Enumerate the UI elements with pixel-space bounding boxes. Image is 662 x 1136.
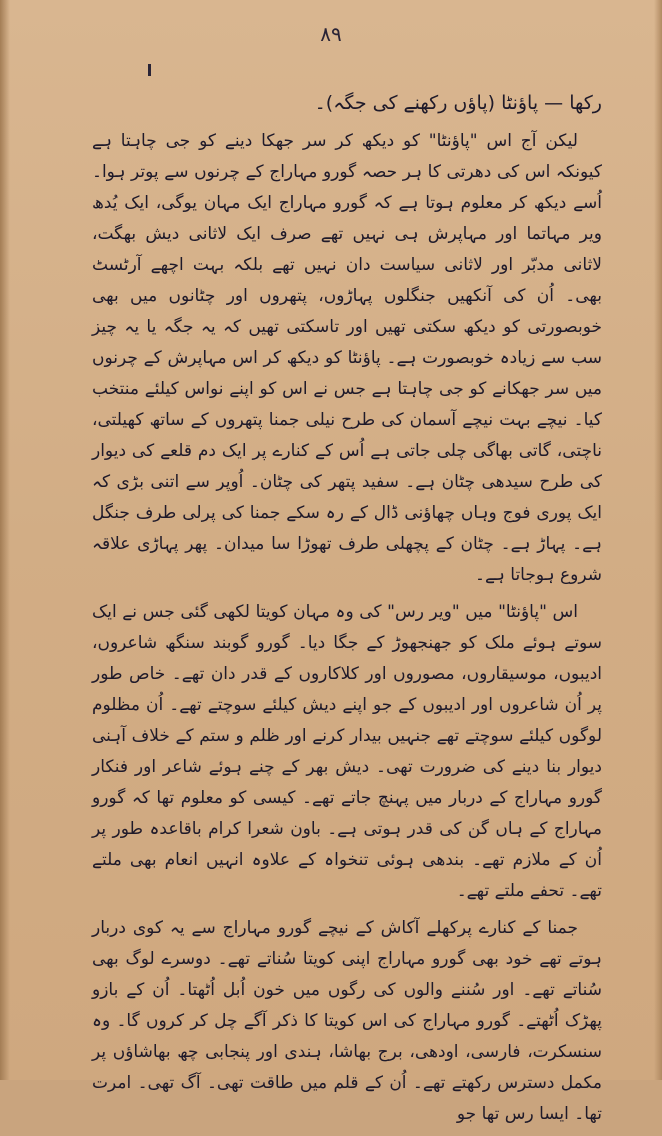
section-heading: رکھا — پاؤنٹا (پاؤں رکھنے کی جگہ)۔ — [314, 92, 602, 114]
paragraph: اس "پاؤنٹا" میں "ویر رس" کی وہ مہان کویتا لکھی گئی جس نے ایک سوتے ہوئے ملک کو جھنجھوڑ کے جگا دیا۔ گورو گوبند سنگھ شاعروں، ادیبوں، موسیقاروں، مصوروں اور کلاکاروں کے قدر دان تھے۔ خاص طور پر اُن شاعروں اور ادیبوں کے جو اپنے دیش کیلئے سوچتے تھے۔ اُن مظلوم لوگوں کیلئے سوچتے تھے جنہیں بیدار کرنے اور ظلم و ستم کے خلاف آہنی دیوار بنا دینے کی ضرورت تھی۔ دیش بھر کے چنے ہوئے شاعر اور فنکار گورو مہاراج کے دربار میں پہنچ جاتے تھے۔ کیسی کو معلوم تھا کہ گورو مہاراج کے ہاں گن کی قدر ہوتی ہے۔ باون شعرا کرام باقاعدہ طور پر اُن کے ملازم تھے۔ بندھی ہوئی تنخواہ کے علاوہ انہیں انعام بھی ملتے تھے۔ تحفے ملتے تھے۔ — [92, 602, 602, 901]
page-number: ۸۹ — [320, 22, 342, 46]
page-content — [92, 88, 602, 1136]
margin-mark — [148, 64, 151, 76]
paragraph: جمنا کے کنارے پرکھلے آکاش کے نیچے گورو مہاراج سے یہ کوی دربار ہوتے تھے خود بھی گورو مہاراج اپنی کویتا سُناتے تھے۔ دوسرے لوگ بھی سُناتے تھے۔ اور سُننے والوں کی رگوں میں خون اُبل اُٹھتا۔ اُن کے بازو پھڑک اُٹھتے۔ گورو مہاراج کی اس کویتا کا ذکر آگے چل کر کروں گا۔ وہ سنسکرت، فارسی، اودھی، برج بھاشا، ہندی اور پنجابی چھ بھاشاؤں پر مکمل دسترس رکھتے تھے۔ اُن کے قلم میں طاقت تھی۔ آگ تھی۔ امرت تھا۔ ایسا رس تھا جو — [92, 918, 602, 1124]
paragraph: لیکن آج اس "پاؤنٹا" کو دیکھ کر سر جھکا دینے کو جی چاہتا ہے کیونکہ اس کی دھرتی کا ہر حصہ گورو مہاراج کے چرنوں سے پوتر ہوا۔ اُسے دیکھ کر معلوم ہوتا ہے کہ گورو مہاراج ایک مہان یوگی، ایک یُدھ ویر مہاتما اور مہاپرش ہی نہیں تھے صرف ایک لاثانی دیش بھگت، لاثانی مدبّر اور لاثانی سیاست دان نہیں تھے بلکہ بہت اچھے آرٹسٹ بھی۔ اُن کی آنکھیں جنگلوں پہاڑوں، پتھروں اور چٹانوں میں بھی خوبصورتی کو دیکھ سکتی تھیں اور تاسکتی تھیں کہ یہ جگہ یا یہ چیز سب سے زیادہ خوبصورت ہے۔ پاؤنٹا کو دیکھ کر اس مہاپرش کے چرنوں میں سر جھکانے کو جی چاہتا ہے جس نے اس کو اپنے نواس کیلئے منتخب کیا۔ نیچے بہت نیچے آسمان کی طرح نیلی جمنا پتھروں کے ساتھ کھیلتی، ناچتی، گاتی بھاگی چلی جاتی ہے اُس کے کنارے پر ایک دم قلعے کی دیوار کی طرح سیدھی چٹان ہے۔ سفید پتھر کی چٹان۔ اُوپر سے اتنی بڑی کہ ایک پوری فوج وہاں چھاؤنی ڈال کے رہ سکے جمنا کی پرلی طرف جنگل ہے۔ پہاڑ ہے۔ چٹان کے پچھلی طرف تھوڑا سا میدان۔ پھر پہاڑی علاقہ شروع ہوجاتا ہے۔ — [92, 131, 602, 585]
